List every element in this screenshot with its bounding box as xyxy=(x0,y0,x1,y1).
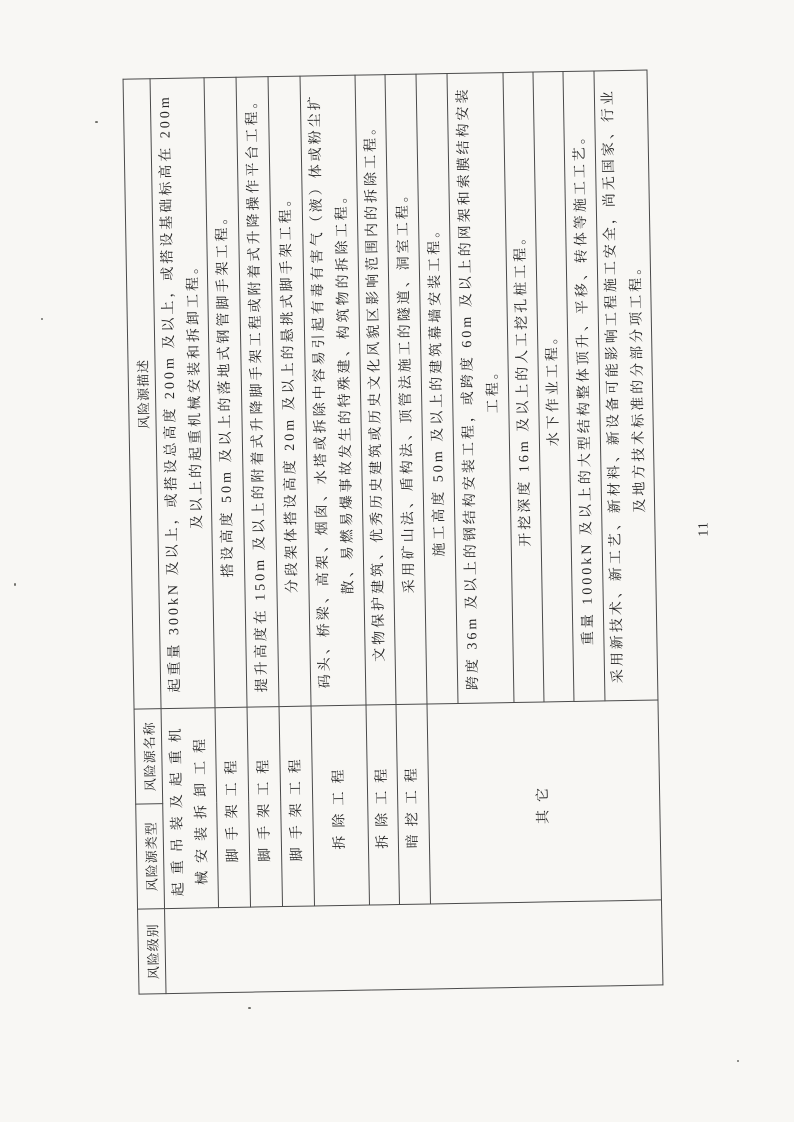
row-name-cell: 脚手架工程 xyxy=(215,707,250,908)
scan-speck xyxy=(248,1007,251,1009)
row-description-cell: 水下作业工程。 xyxy=(533,72,574,702)
row-name-cell: 拆除工程 xyxy=(366,705,399,905)
header-risk-source-description: 风险源描述 xyxy=(123,79,161,709)
risk-source-table xyxy=(123,70,664,995)
row-description-cell: 采用矿山法、盾构法、顶管法施工的隧道、洞室工程。 xyxy=(385,74,427,704)
row-description-cell: 采用新技术、新工艺、新材料、新设备可能影响工程施工安全，尚无国家、行业及地方技术标准的分部分项工程。 xyxy=(594,70,658,701)
header-risk-source-type: 风险源类型 xyxy=(136,804,165,909)
row-description-cell: 码头、桥梁、高架、烟囱、水塔或拆除中容易引起有毒有害气（液）体或粉尘扩散、易燃易爆事故发生的特殊建、构筑物的拆除工程。 xyxy=(300,75,366,706)
row-description-cell: 施工高度 50m 及以上的建筑幕墙安装工程。 xyxy=(416,74,458,704)
row-description-cell: 搭设高度 50m 及以上的落地式钢管脚手架工程。 xyxy=(204,77,247,707)
row-description-cell: 提升高度在 150m 及以上的附着式升降脚手架工程或附着式升降操作平台工程。 xyxy=(236,77,279,707)
header-risk-source-name: 风险源名称 xyxy=(134,709,163,804)
header-risk-level: 风险级别 xyxy=(138,909,166,994)
row-name-cell: 脚手架工程 xyxy=(247,707,282,908)
scan-speck xyxy=(14,583,16,586)
scan-speck xyxy=(737,1060,739,1062)
row-description-cell: 开挖深度 16m 及以上的人工挖孔桩工程。 xyxy=(503,72,544,702)
row-description-cell: 起重量 300kN 及以上，或搭设总高度 200m 及以上，或搭设基础标高在 200m 及以上的起重机械安装和拆卸工程。 xyxy=(150,78,215,709)
row-name-cell: 拆除工程 xyxy=(311,705,369,906)
row-description-cell: 重量 1000kN 及以上的大型结构整体顶升、平移、转体等施工工艺。 xyxy=(563,71,605,701)
row-description-cell: 分段架体搭设高度 20m 及以上的悬挑式脚手架工程。 xyxy=(268,76,311,706)
row-name-cell: 暗挖工程 xyxy=(396,704,430,905)
row-name-cell: 脚手架工程 xyxy=(279,706,314,907)
page-number: 11 xyxy=(696,521,712,537)
row-description-cell: 跨度 36m 及以上的钢结构安装工程，或跨度 60m 及以上的网架和索膜结构安装工程。 xyxy=(447,73,514,704)
risk-level-empty-cell xyxy=(165,900,663,994)
scan-speck xyxy=(41,318,43,320)
row-name-cell: 起重吊装及起重机械安装拆卸工程 xyxy=(161,708,218,909)
scan-speck xyxy=(95,121,98,123)
row-name-cell-other: 其它 xyxy=(427,700,661,904)
row-description-cell: 文物保护建筑、优秀历史建筑或历史文化风貌区影响范围内的拆除工程。 xyxy=(355,75,396,705)
